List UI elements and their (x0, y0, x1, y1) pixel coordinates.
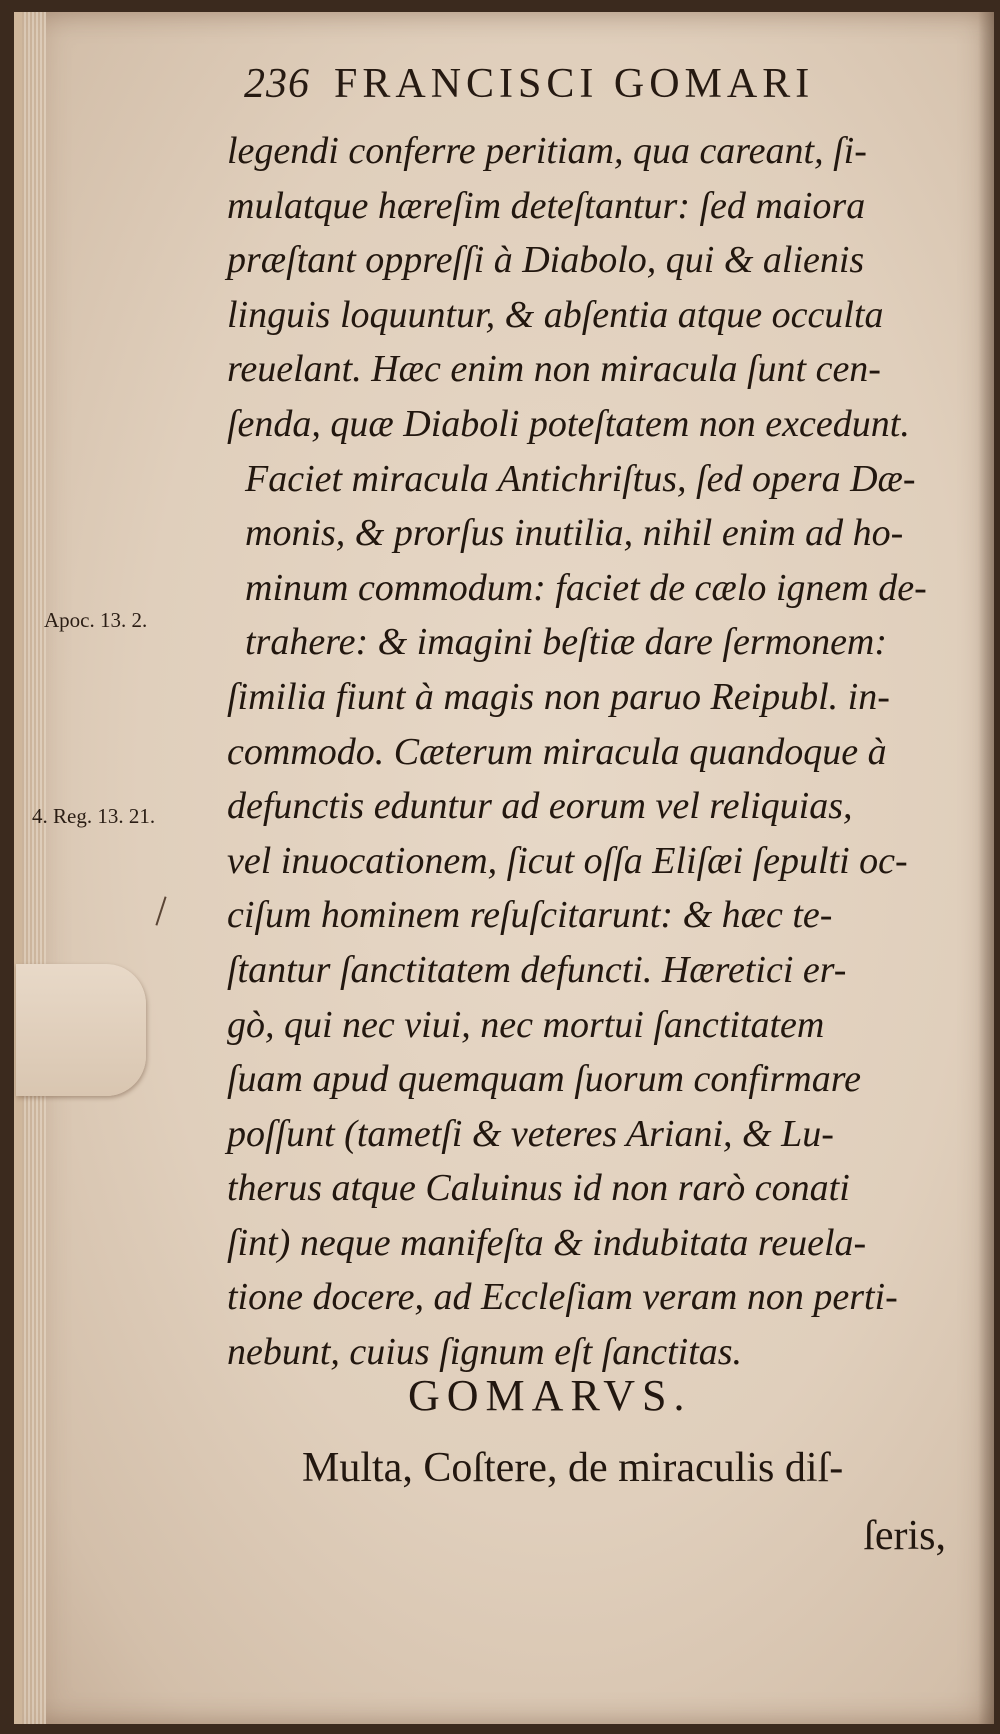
text-line: ſint) neque manifeſta & indubitata reuela- (227, 1221, 867, 1264)
text-line: ſenda, quæ Diaboli poteſtatem non excedunt. (227, 402, 910, 445)
ink-mark (155, 896, 166, 925)
text-line: defunctis eduntur ad eorum vel reliquias, (227, 785, 853, 828)
text-line: vel inuocationem, ſicut oſſa Eliſæi ſepulti oc- (227, 839, 908, 882)
speaker-heading: GOMARVS. (408, 1371, 692, 1420)
main-text (227, 124, 962, 1380)
text-line: mulatque hæreſim deteſtantur: ſed maiora (227, 184, 866, 227)
text-line: reuelant. Hæc enim non miracula ſunt cen- (227, 348, 881, 391)
reply-line: ſeris, (863, 1513, 946, 1559)
running-title: FRANCISCI GOMARI (334, 61, 815, 107)
page-gutter (22, 12, 46, 1724)
text-line: linguis loquuntur, & abſentia atque occulta (227, 293, 884, 336)
text-line: tione docere, ad Eccleſiam veram non perti- (227, 1276, 898, 1319)
text-line: præſtant oppreſſi à Diabolo, qui & alienis (227, 239, 865, 282)
reply-line: Multa, Coſtere, de miraculis diſ- (302, 1445, 844, 1491)
text-line: ſimilia fiunt à magis non paruo Reipubl. in- (227, 675, 890, 718)
page-number: 236 (244, 61, 310, 107)
marginal-note: Apoc. 13. 2. (44, 608, 148, 632)
text-line: poſſunt (tametſi & veteres Ariani, & Lu- (227, 1112, 834, 1155)
text-line: gò, qui nec viui, nec mortui ſanctitatem (227, 1003, 825, 1046)
text-line: nebunt, cuius ſignum eſt ſanctitas. (227, 1331, 743, 1374)
text-line: ſtantur ſanctitatem defuncti. Hæretici er- (227, 948, 847, 991)
text-line: legendi conferre peritiam, qua careant, ſi- (227, 130, 867, 172)
text-line: minum commodum: faciet de cælo ignem de- (245, 566, 927, 609)
text-line: therus atque Caluinus id non rarò conati (227, 1167, 850, 1210)
text-line: ciſum hominem reſuſcitarunt: & hæc te- (227, 894, 833, 937)
marginal-note: 4. Reg. 13. 21. (32, 804, 156, 828)
reply-text (302, 1434, 962, 1570)
text-line: trahere: & imagini beſtiæ dare ſermonem: (245, 621, 888, 664)
text-line: monis, & prorſus inutilia, nihil enim ad ho- (245, 512, 904, 555)
text-line: commodo. Cæterum miracula quandoque à (227, 730, 887, 773)
page-edge-shadow (978, 12, 994, 1724)
text-line: Faciet miracula Antichriſtus, ſed opera Dæ- (245, 457, 916, 500)
running-head (244, 60, 944, 120)
book-page (14, 12, 994, 1724)
paper-tab (16, 964, 146, 1096)
text-line: ſuam apud quemquam ſuorum confirmare (227, 1058, 861, 1101)
